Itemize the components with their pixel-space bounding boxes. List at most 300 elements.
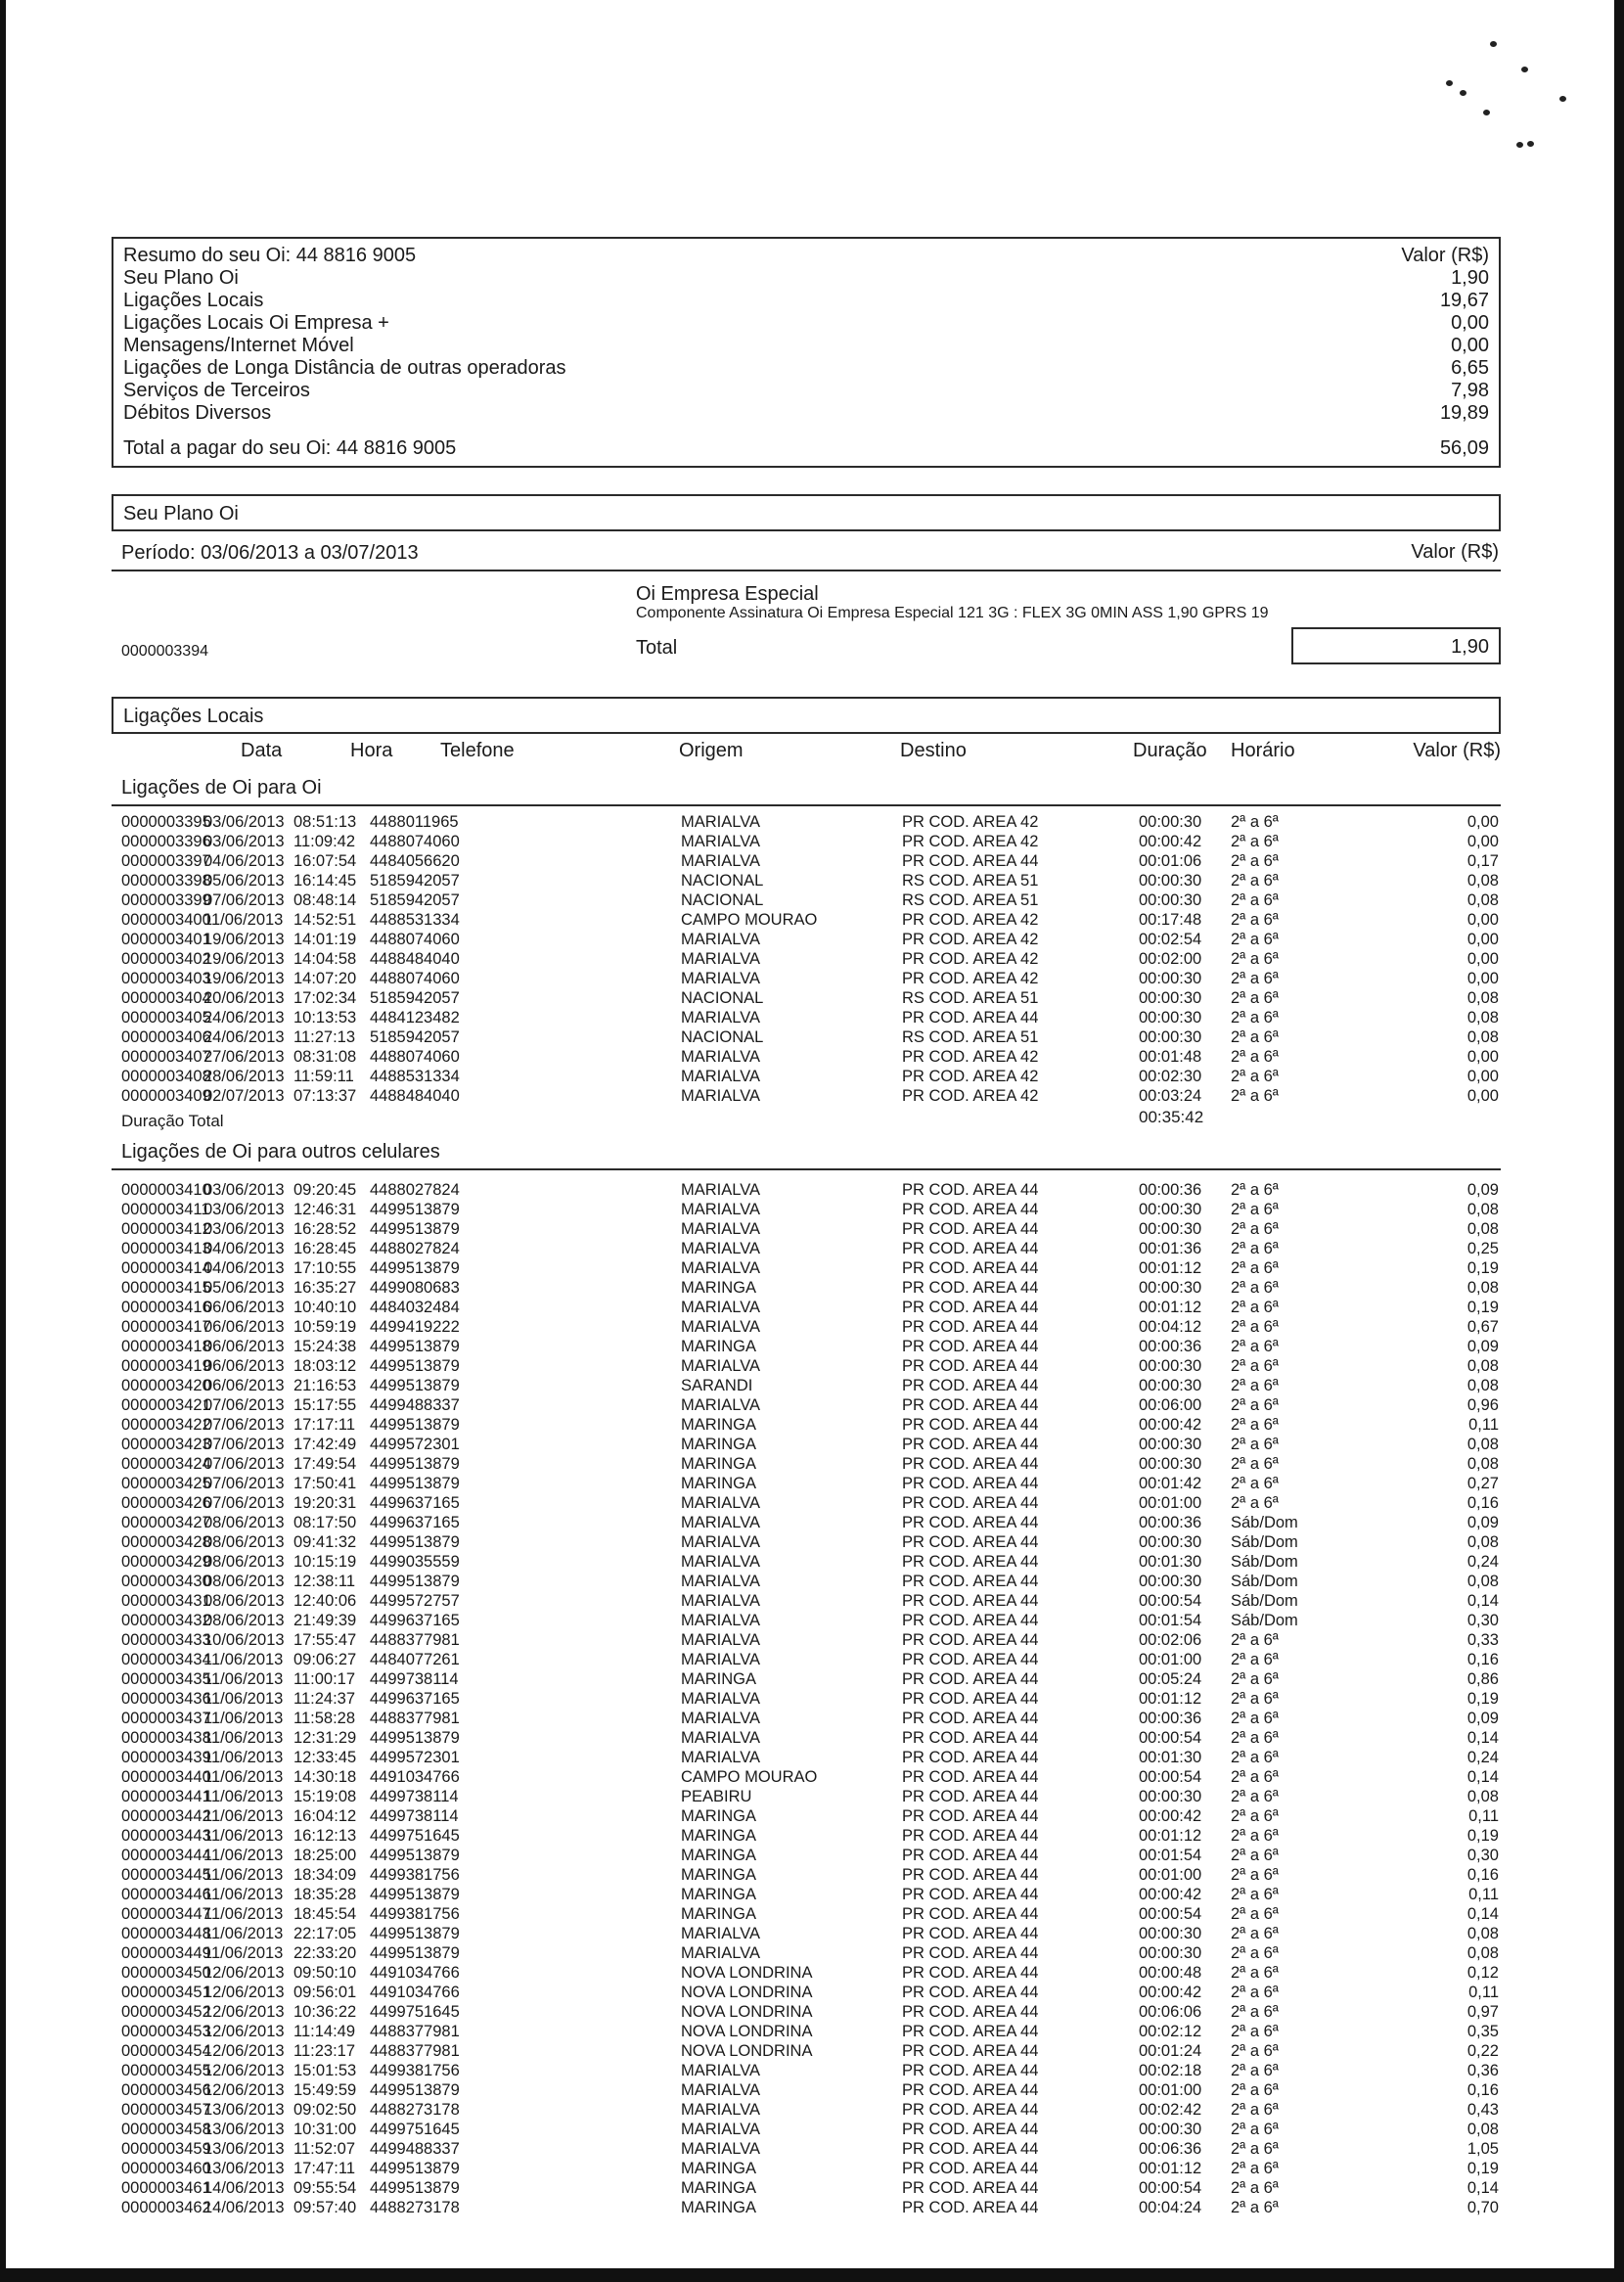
table-row xyxy=(121,1572,1499,1591)
call-duration: 00:01:30 xyxy=(1139,1749,1202,1766)
call-origin: MARIALVA xyxy=(681,1299,760,1316)
table-row xyxy=(121,1493,1499,1513)
call-value: 0,97 xyxy=(1466,2003,1499,2021)
call-time: 11:09:42 xyxy=(293,833,356,850)
call-value: 0,00 xyxy=(1466,813,1499,831)
call-time: 16:28:52 xyxy=(293,1220,357,1238)
plan-code: 0000003394 xyxy=(121,643,208,660)
call-date: 27/06/2013 xyxy=(203,1048,285,1066)
call-value: 0,00 xyxy=(1466,1048,1499,1066)
call-phone: 4488377981 xyxy=(370,1631,460,1649)
call-date: 11/06/2013 xyxy=(203,1866,284,1884)
call-destination: PR COD. AREA 44 xyxy=(902,2101,1039,2119)
plan-period: Período: 03/06/2013 a 03/07/2013 xyxy=(121,542,419,564)
call-time: 11:00:17 xyxy=(293,1670,356,1688)
divider xyxy=(112,1168,1501,1170)
call-duration: 00:00:30 xyxy=(1139,813,1202,831)
call-period: 2ª a 6ª xyxy=(1231,813,1279,831)
call-id: 0000003458 xyxy=(121,2121,211,2138)
call-origin: MARIALVA xyxy=(681,1514,760,1531)
call-id: 0000003459 xyxy=(121,2140,211,2158)
call-period: 2ª a 6ª xyxy=(1231,931,1279,948)
summary-item-label: Ligações Locais Oi Empresa + xyxy=(123,312,389,334)
call-duration: 00:00:36 xyxy=(1139,1338,1202,1355)
call-time: 17:49:54 xyxy=(293,1455,357,1473)
call-value: 0,43 xyxy=(1466,2101,1499,2119)
call-id: 0000003428 xyxy=(121,1533,211,1551)
call-value: 0,08 xyxy=(1466,1533,1499,1551)
call-origin: MARINGA xyxy=(681,1475,757,1492)
call-id: 0000003445 xyxy=(121,1866,211,1884)
table-row xyxy=(121,1337,1499,1356)
call-id: 0000003435 xyxy=(121,1670,211,1688)
call-value: 0,25 xyxy=(1466,1240,1499,1257)
call-value: 0,11 xyxy=(1468,1984,1499,2001)
call-origin: MARIALVA xyxy=(681,1048,760,1066)
call-duration: 00:01:12 xyxy=(1139,2160,1202,2177)
call-phone: 4488027824 xyxy=(370,1181,460,1199)
call-period: 2ª a 6ª xyxy=(1231,1259,1279,1277)
call-date: 19/06/2013 xyxy=(203,950,285,968)
call-period: 2ª a 6ª xyxy=(1231,1847,1279,1864)
call-id: 0000003418 xyxy=(121,1338,211,1355)
call-phone: 4488484040 xyxy=(370,1087,460,1105)
call-origin: NOVA LONDRINA xyxy=(681,1964,813,1982)
call-origin: MARINGA xyxy=(681,2160,757,2177)
call-duration: 00:01:00 xyxy=(1139,1866,1202,1884)
call-phone: 4488027824 xyxy=(370,1240,460,1257)
call-phone: 4484032484 xyxy=(370,1299,460,1316)
call-duration: 00:00:36 xyxy=(1139,1710,1202,1727)
call-value: 0,08 xyxy=(1466,1201,1499,1218)
call-time: 17:42:49 xyxy=(293,1436,357,1453)
call-period: 2ª a 6ª xyxy=(1231,2101,1279,2119)
call-origin: MARIALVA xyxy=(681,1533,760,1551)
call-destination: PR COD. AREA 44 xyxy=(902,1240,1039,1257)
call-id: 0000003440 xyxy=(121,1768,211,1786)
call-destination: PR COD. AREA 44 xyxy=(902,1925,1039,1942)
call-phone: 4499488337 xyxy=(370,1396,460,1414)
call-value: 0,27 xyxy=(1466,1475,1499,1492)
call-id: 0000003452 xyxy=(121,2003,211,2021)
call-period: 2ª a 6ª xyxy=(1231,1357,1279,1375)
call-id: 0000003461 xyxy=(121,2179,211,2197)
call-period: 2ª a 6ª xyxy=(1231,1028,1279,1046)
call-date: 14/06/2013 xyxy=(203,2179,285,2197)
calls-table-oi-para-oi xyxy=(121,812,1499,1106)
call-date: 11/06/2013 xyxy=(203,1925,284,1942)
call-destination: PR COD. AREA 44 xyxy=(902,2140,1039,2158)
call-phone: 4499637165 xyxy=(370,1514,460,1531)
call-time: 14:07:20 xyxy=(293,970,357,987)
call-value: 0,11 xyxy=(1468,1416,1499,1434)
call-duration: 00:01:12 xyxy=(1139,1299,1202,1316)
speckle xyxy=(1521,67,1528,72)
call-period: 2ª a 6ª xyxy=(1231,1631,1279,1649)
call-date: 11/06/2013 xyxy=(203,911,284,929)
col-header-data: Data xyxy=(241,740,283,761)
call-phone: 4488273178 xyxy=(370,2199,460,2216)
call-time: 14:30:18 xyxy=(293,1768,357,1786)
call-date: 07/06/2013 xyxy=(203,891,285,909)
call-duration: 00:00:30 xyxy=(1139,1436,1202,1453)
call-period: 2ª a 6ª xyxy=(1231,2042,1279,2060)
call-value: 0,12 xyxy=(1466,1964,1499,1982)
call-id: 0000003399 xyxy=(121,891,211,909)
call-id: 0000003450 xyxy=(121,1964,211,1982)
call-origin: NOVA LONDRINA xyxy=(681,2023,813,2040)
call-time: 11:23:17 xyxy=(293,2042,356,2060)
call-value: 0,67 xyxy=(1466,1318,1499,1336)
call-origin: MARINGA xyxy=(681,1807,757,1825)
call-period: 2ª a 6ª xyxy=(1231,1788,1279,1805)
call-duration: 00:01:00 xyxy=(1139,1494,1202,1512)
table-row xyxy=(121,1611,1499,1630)
col-header-horario: Horário xyxy=(1231,740,1295,761)
call-destination: PR COD. AREA 42 xyxy=(902,1087,1039,1105)
call-id: 0000003437 xyxy=(121,1710,211,1727)
call-time: 22:17:05 xyxy=(293,1925,357,1942)
call-origin: MARIALVA xyxy=(681,1009,760,1027)
call-origin: CAMPO MOURAO xyxy=(681,1768,818,1786)
call-date: 11/06/2013 xyxy=(203,1944,284,1962)
table-row xyxy=(121,1846,1499,1865)
summary-item-label: Ligações Locais xyxy=(123,290,264,311)
call-origin: NOVA LONDRINA xyxy=(681,1984,813,2001)
call-period: 2ª a 6ª xyxy=(1231,1670,1279,1688)
call-duration: 00:02:00 xyxy=(1139,950,1202,968)
call-destination: PR COD. AREA 44 xyxy=(902,1475,1039,1492)
call-duration: 00:00:36 xyxy=(1139,1181,1202,1199)
call-phone: 4499513879 xyxy=(370,1847,460,1864)
call-date: 24/06/2013 xyxy=(203,1009,285,1027)
call-date: 13/06/2013 xyxy=(203,2121,285,2138)
call-duration: 00:02:42 xyxy=(1139,2101,1202,2119)
call-value: 0,00 xyxy=(1466,1087,1499,1105)
speckle xyxy=(1446,80,1453,86)
summary-item-value: 7,98 xyxy=(1451,380,1489,401)
call-origin: MARINGA xyxy=(681,1670,757,1688)
call-date: 03/06/2013 xyxy=(203,1181,285,1199)
call-id: 0000003442 xyxy=(121,1807,211,1825)
call-date: 07/06/2013 xyxy=(203,1436,285,1453)
call-period: 2ª a 6ª xyxy=(1231,1181,1279,1199)
call-phone: 4491034766 xyxy=(370,1768,460,1786)
call-time: 16:07:54 xyxy=(293,852,357,870)
call-phone: 4484056620 xyxy=(370,852,460,870)
call-origin: MARIALVA xyxy=(681,1631,760,1649)
call-value: 0,00 xyxy=(1466,970,1499,987)
call-time: 17:55:47 xyxy=(293,1631,357,1649)
table-row xyxy=(121,2159,1499,2178)
call-duration: 00:01:54 xyxy=(1139,1847,1202,1864)
table-row xyxy=(121,1943,1499,1963)
table-row xyxy=(121,1748,1499,1767)
call-destination: PR COD. AREA 42 xyxy=(902,970,1039,987)
summary-item-label: Seu Plano Oi xyxy=(123,267,239,289)
table-row xyxy=(121,1689,1499,1709)
call-destination: PR COD. AREA 44 xyxy=(902,1866,1039,1884)
call-origin: MARINGA xyxy=(681,1279,757,1297)
call-value: 0,14 xyxy=(1466,1905,1499,1923)
subsection-title-oi-para-outros: Ligações de Oi para outros celulares xyxy=(121,1141,440,1163)
call-destination: PR COD. AREA 44 xyxy=(902,2081,1039,2099)
call-duration: 00:00:42 xyxy=(1139,1416,1202,1434)
call-period: 2ª a 6ª xyxy=(1231,1396,1279,1414)
call-origin: MARINGA xyxy=(681,1886,757,1903)
call-destination: PR COD. AREA 44 xyxy=(902,2023,1039,2040)
call-phone: 4488074060 xyxy=(370,833,460,850)
call-date: 11/06/2013 xyxy=(203,1670,284,1688)
table-row xyxy=(121,812,1499,832)
plan-total-label: Total xyxy=(636,637,678,659)
call-origin: MARIALVA xyxy=(681,1710,760,1727)
call-origin: MARIALVA xyxy=(681,2081,760,2099)
summary-values xyxy=(1401,245,1489,425)
call-time: 09:02:50 xyxy=(293,2101,357,2119)
call-phone: 4488531334 xyxy=(370,911,460,929)
call-date: 11/06/2013 xyxy=(203,1729,284,1747)
call-id: 0000003414 xyxy=(121,1259,211,1277)
call-time: 17:47:11 xyxy=(293,2160,356,2177)
call-date: 04/06/2013 xyxy=(203,1259,285,1277)
call-time: 07:13:37 xyxy=(293,1087,357,1105)
call-period: Sáb/Dom xyxy=(1231,1612,1298,1629)
call-id: 0000003423 xyxy=(121,1436,211,1453)
call-date: 04/06/2013 xyxy=(203,852,285,870)
call-value: 0,08 xyxy=(1466,2121,1499,2138)
plan-total-box xyxy=(1291,627,1501,664)
table-row xyxy=(121,890,1499,910)
call-origin: MARIALVA xyxy=(681,2121,760,2138)
call-time: 18:03:12 xyxy=(293,1357,357,1375)
call-origin: NACIONAL xyxy=(681,891,764,909)
scan-edge-right xyxy=(1614,0,1624,2282)
call-origin: MARIALVA xyxy=(681,1592,760,1610)
call-duration: 00:04:12 xyxy=(1139,1318,1202,1336)
subsection-title-oi-para-oi: Ligações de Oi para Oi xyxy=(121,777,322,799)
call-duration: 00:00:42 xyxy=(1139,833,1202,850)
call-period: 2ª a 6ª xyxy=(1231,2062,1279,2079)
call-period: 2ª a 6ª xyxy=(1231,1087,1279,1105)
call-date: 12/06/2013 xyxy=(203,2081,285,2099)
table-row xyxy=(121,2198,1499,2217)
call-id: 0000003449 xyxy=(121,1944,211,1962)
call-time: 09:20:45 xyxy=(293,1181,357,1199)
call-duration: 00:01:54 xyxy=(1139,1612,1202,1629)
call-phone: 4499513879 xyxy=(370,2179,460,2197)
call-origin: MARINGA xyxy=(681,2179,757,2197)
call-date: 11/06/2013 xyxy=(203,1847,284,1864)
summary-total-label: Total a pagar do seu Oi: 44 8816 9005 xyxy=(123,437,457,459)
call-time: 11:59:11 xyxy=(293,1068,354,1085)
call-destination: PR COD. AREA 44 xyxy=(902,1201,1039,1218)
call-destination: RS COD. AREA 51 xyxy=(902,1028,1039,1046)
call-id: 0000003406 xyxy=(121,1028,211,1046)
call-duration: 00:00:54 xyxy=(1139,2179,1202,2197)
call-phone: 4499637165 xyxy=(370,1690,460,1708)
call-period: 2ª a 6ª xyxy=(1231,1377,1279,1394)
call-period: 2ª a 6ª xyxy=(1231,1455,1279,1473)
call-phone: 4488377981 xyxy=(370,2042,460,2060)
call-duration: 00:04:24 xyxy=(1139,2199,1202,2216)
call-id: 0000003429 xyxy=(121,1553,211,1571)
table-row xyxy=(121,1532,1499,1552)
call-date: 07/06/2013 xyxy=(203,1416,285,1434)
call-value: 0,00 xyxy=(1466,833,1499,850)
call-period: 2ª a 6ª xyxy=(1231,2023,1279,2040)
call-destination: PR COD. AREA 44 xyxy=(902,1436,1039,1453)
call-date: 11/06/2013 xyxy=(203,1651,284,1668)
call-id: 0000003460 xyxy=(121,2160,211,2177)
table-row xyxy=(121,1591,1499,1611)
call-id: 0000003413 xyxy=(121,1240,211,1257)
call-period: Sáb/Dom xyxy=(1231,1514,1298,1531)
call-value: 0,08 xyxy=(1466,1220,1499,1238)
speckle xyxy=(1460,90,1466,96)
call-date: 28/06/2013 xyxy=(203,1068,285,1085)
call-period: 2ª a 6ª xyxy=(1231,1768,1279,1786)
call-id: 0000003404 xyxy=(121,989,211,1007)
call-id: 0000003422 xyxy=(121,1416,211,1434)
call-date: 03/06/2013 xyxy=(203,1220,285,1238)
call-date: 20/06/2013 xyxy=(203,989,285,1007)
call-phone: 4499513879 xyxy=(370,1533,460,1551)
table-row xyxy=(121,1513,1499,1532)
call-value: 0,19 xyxy=(1466,1259,1499,1277)
call-period: 2ª a 6ª xyxy=(1231,1009,1279,1027)
call-duration: 00:00:42 xyxy=(1139,1807,1202,1825)
call-date: 08/06/2013 xyxy=(203,1612,285,1629)
call-origin: MARIALVA xyxy=(681,1259,760,1277)
call-time: 21:16:53 xyxy=(293,1377,357,1394)
call-date: 07/06/2013 xyxy=(203,1455,285,1473)
col-header-origem: Origem xyxy=(679,740,744,761)
call-destination: PR COD. AREA 44 xyxy=(902,1631,1039,1649)
call-value: 0,19 xyxy=(1466,1299,1499,1316)
call-period: 2ª a 6ª xyxy=(1231,911,1279,929)
call-date: 08/06/2013 xyxy=(203,1573,285,1590)
call-period: 2ª a 6ª xyxy=(1231,1068,1279,1085)
call-destination: PR COD. AREA 44 xyxy=(902,852,1039,870)
call-period: 2ª a 6ª xyxy=(1231,1964,1279,1982)
call-duration: 00:02:06 xyxy=(1139,1631,1202,1649)
call-value: 0,08 xyxy=(1466,1009,1499,1027)
call-value: 0,08 xyxy=(1466,891,1499,909)
call-date: 11/06/2013 xyxy=(203,1905,284,1923)
call-value: 0,96 xyxy=(1466,1396,1499,1414)
call-destination: PR COD. AREA 44 xyxy=(902,1612,1039,1629)
call-destination: PR COD. AREA 42 xyxy=(902,950,1039,968)
call-value: 0,00 xyxy=(1466,931,1499,948)
call-time: 21:49:39 xyxy=(293,1612,357,1629)
call-destination: PR COD. AREA 42 xyxy=(902,1048,1039,1066)
call-time: 11:52:07 xyxy=(293,2140,356,2158)
call-phone: 4488531334 xyxy=(370,1068,460,1085)
call-phone: 4499513879 xyxy=(370,1259,460,1277)
call-duration: 00:00:30 xyxy=(1139,989,1202,1007)
call-date: 05/06/2013 xyxy=(203,872,285,890)
call-date: 11/06/2013 xyxy=(203,1827,284,1845)
call-time: 18:45:54 xyxy=(293,1905,357,1923)
summary-item-value: 0,00 xyxy=(1451,335,1489,356)
table-row xyxy=(121,1027,1499,1047)
call-id: 0000003439 xyxy=(121,1749,211,1766)
call-date: 24/06/2013 xyxy=(203,1028,285,1046)
call-period: 2ª a 6ª xyxy=(1231,1475,1279,1492)
call-value: 0,19 xyxy=(1466,2160,1499,2177)
call-origin: MARIALVA xyxy=(681,1925,760,1942)
table-row xyxy=(121,988,1499,1008)
call-time: 16:04:12 xyxy=(293,1807,357,1825)
call-period: 2ª a 6ª xyxy=(1231,1279,1279,1297)
call-date: 12/06/2013 xyxy=(203,1984,285,2001)
call-duration: 00:01:00 xyxy=(1139,2081,1202,2099)
call-duration: 00:17:48 xyxy=(1139,911,1202,929)
table-row xyxy=(121,2178,1499,2198)
table-row xyxy=(121,1552,1499,1572)
call-period: 2ª a 6ª xyxy=(1231,891,1279,909)
call-time: 08:51:13 xyxy=(293,813,357,831)
call-id: 0000003446 xyxy=(121,1886,211,1903)
summary-item-value: 6,65 xyxy=(1451,357,1489,379)
speckle xyxy=(1527,141,1534,147)
table-row xyxy=(121,1047,1499,1067)
call-date: 04/06/2013 xyxy=(203,1240,285,1257)
col-header-valor: Valor (R$) xyxy=(1413,740,1501,761)
call-duration: 00:01:48 xyxy=(1139,1048,1202,1066)
call-phone: 4491034766 xyxy=(370,1964,460,1982)
call-date: 14/06/2013 xyxy=(203,2199,285,2216)
call-destination: PR COD. AREA 44 xyxy=(902,1886,1039,1903)
plan-section-title: Seu Plano Oi xyxy=(123,503,239,525)
call-phone: 4499419222 xyxy=(370,1318,460,1336)
summary-labels xyxy=(123,245,566,425)
call-destination: PR COD. AREA 44 xyxy=(902,1964,1039,1982)
call-duration: 00:00:30 xyxy=(1139,2121,1202,2138)
table-row xyxy=(121,1709,1499,1728)
call-origin: MARIALVA xyxy=(681,2101,760,2119)
call-time: 15:17:55 xyxy=(293,1396,357,1414)
call-period: 2ª a 6ª xyxy=(1231,1299,1279,1316)
call-time: 18:25:00 xyxy=(293,1847,357,1864)
call-date: 11/06/2013 xyxy=(203,1788,284,1805)
call-origin: MARIALVA xyxy=(681,1690,760,1708)
call-period: 2ª a 6ª xyxy=(1231,852,1279,870)
call-id: 0000003433 xyxy=(121,1631,211,1649)
table-row xyxy=(121,1826,1499,1846)
call-destination: PR COD. AREA 42 xyxy=(902,813,1039,831)
col-header-hora: Hora xyxy=(350,740,393,761)
call-id: 0000003410 xyxy=(121,1181,211,1199)
table-row xyxy=(121,1239,1499,1258)
call-time: 09:55:54 xyxy=(293,2179,357,2197)
table-row xyxy=(121,2002,1499,2022)
call-period: 2ª a 6ª xyxy=(1231,1338,1279,1355)
table-row xyxy=(121,1008,1499,1027)
table-row xyxy=(121,851,1499,871)
call-origin: MARIALVA xyxy=(681,1396,760,1414)
call-destination: PR COD. AREA 42 xyxy=(902,1068,1039,1085)
call-id: 0000003462 xyxy=(121,2199,211,2216)
call-phone: 4488074060 xyxy=(370,1048,460,1066)
call-origin: MARIALVA xyxy=(681,1220,760,1238)
call-phone: 5185942057 xyxy=(370,872,460,890)
call-duration: 00:00:30 xyxy=(1139,1455,1202,1473)
summary-item-label: Mensagens/Internet Móvel xyxy=(123,335,354,356)
call-time: 09:06:27 xyxy=(293,1651,357,1668)
table-row xyxy=(121,1963,1499,1983)
